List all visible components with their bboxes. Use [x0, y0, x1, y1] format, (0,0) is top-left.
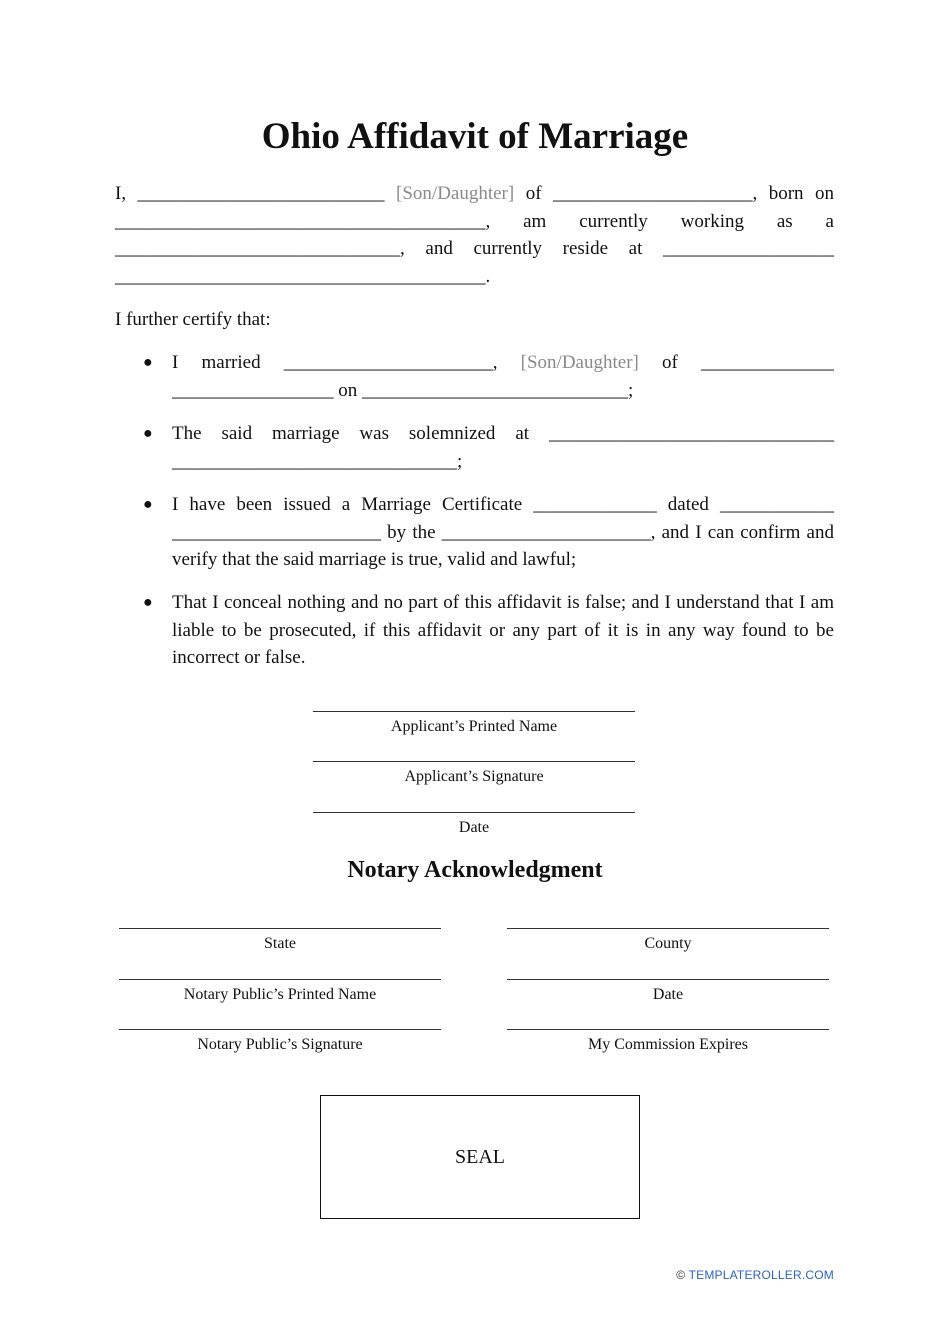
- notary-signature-field: [119, 1029, 441, 1056]
- seal-box: [320, 1095, 640, 1219]
- notary-state-label: State: [264, 935, 296, 952]
- signature-line[interactable]: [313, 812, 635, 813]
- signature-line[interactable]: [119, 1029, 441, 1030]
- spouse-relation-hint: [Son/Daughter]: [520, 352, 639, 373]
- certify-item-declaration: [143, 589, 834, 672]
- certify-item-text: The said marriage was solemnized at ______________________________ ______________________________;: [172, 423, 834, 472]
- notary-printed-name-label: Notary Public’s Printed Name: [183, 986, 377, 1003]
- certify-item-text-part2: of ______________ _________________ on ____________________________;: [172, 352, 835, 401]
- notary-county-field: [507, 928, 829, 955]
- applicant-signature-field: [313, 761, 635, 788]
- certify-item-text-part1: I married ______________________,: [172, 352, 521, 373]
- bullet-icon: ●: [143, 594, 153, 611]
- signature-line[interactable]: [119, 928, 441, 929]
- applicant-printed-name-field: [313, 711, 635, 738]
- notary-signature-label: Notary Public’s Signature: [197, 1036, 363, 1053]
- notary-county-label: County: [644, 935, 692, 952]
- applicant-date-field: [313, 812, 635, 839]
- bullet-icon: ●: [143, 354, 153, 371]
- signature-line[interactable]: [507, 928, 829, 929]
- certify-item-text: I have been issued a Marriage Certificate _____________ dated ____________ ______________________ by the ______________________, and I can confirm and verify that the said marriage is true, valid and lawful;: [172, 494, 834, 570]
- signature-line[interactable]: [507, 1029, 829, 1030]
- seal-label: SEAL: [455, 1145, 505, 1168]
- certify-item-text: That I conceal nothing and no part of this affidavit is false; and I understand that I am liable to be prosecuted, if this affidavit or any part of it is in any way found to be incorrect or false.: [172, 592, 834, 668]
- intro-text-part2: of _____________________, born on _______________________________________, am currently working as a ______________________________, and currently reside at __________________ _______________________________________.: [115, 183, 834, 287]
- applicant-date-label: Date: [458, 819, 490, 836]
- applicant-signature-label: Applicant’s Signature: [404, 768, 544, 785]
- certify-heading: I further certify that:: [115, 309, 271, 330]
- intro-paragraph: [115, 180, 834, 290]
- relation-hint: [Son/Daughter]: [396, 183, 515, 204]
- notary-commission-field: [507, 1029, 829, 1056]
- signature-line[interactable]: [313, 711, 635, 712]
- certify-item-married: [143, 349, 835, 404]
- intro-text-part1: I, __________________________: [115, 183, 397, 204]
- bullet-icon: ●: [143, 496, 153, 513]
- signature-line[interactable]: [119, 979, 441, 980]
- certify-item-certificate: [143, 491, 834, 574]
- footer-credit: [676, 1267, 834, 1283]
- applicant-printed-name-label: Applicant’s Printed Name: [390, 718, 558, 735]
- footer-brand-link[interactable]: TEMPLATEROLLER.COM: [688, 1268, 834, 1282]
- notary-printed-name-field: [119, 979, 441, 1006]
- copyright-icon: ©: [676, 1268, 686, 1282]
- certify-item-solemnized: [143, 420, 834, 475]
- bullet-icon: ●: [143, 425, 153, 442]
- notary-heading: Notary Acknowledgment: [347, 857, 603, 883]
- signature-line[interactable]: [507, 979, 829, 980]
- notary-date-label: Date: [652, 986, 684, 1003]
- page-title: Ohio Affidavit of Marriage: [261, 116, 689, 157]
- signature-line[interactable]: [313, 761, 635, 762]
- notary-commission-label: My Commission Expires: [587, 1036, 748, 1053]
- notary-state-field: [119, 928, 441, 955]
- notary-date-field: [507, 979, 829, 1006]
